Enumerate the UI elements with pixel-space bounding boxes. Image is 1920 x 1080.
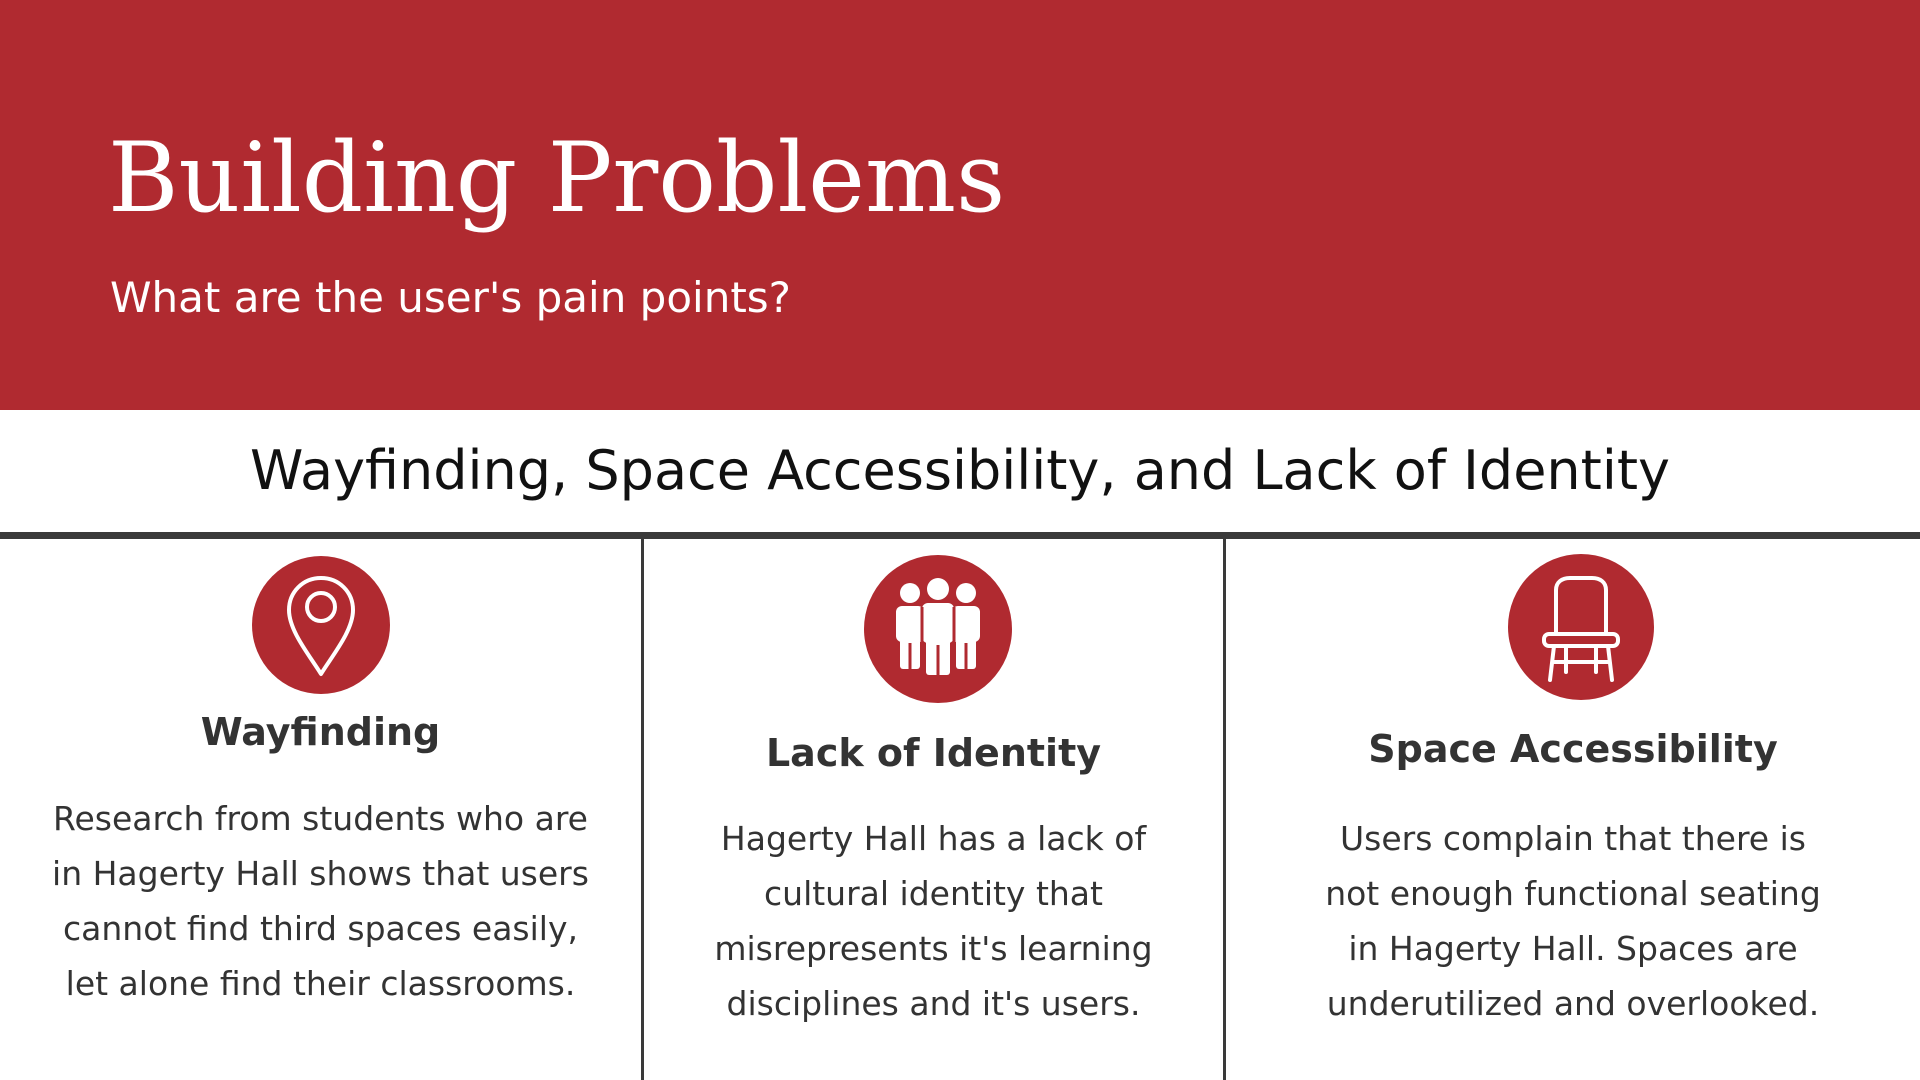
- card-description-line: in Hagerty Hall shows that users: [52, 854, 589, 893]
- card-title: Space Accessibility: [1368, 727, 1778, 771]
- card-description-line: cultural identity that: [764, 874, 1103, 913]
- card-description-line: Research from students who are: [53, 799, 588, 838]
- card-description-line: Hagerty Hall has a lack of: [720, 819, 1147, 858]
- page-title: Building Problems: [108, 122, 1006, 234]
- section-divider: [0, 532, 1920, 539]
- card-title: Wayfinding: [200, 710, 441, 754]
- card-description-line: misrepresents it's learning: [714, 929, 1153, 968]
- card-space-accessibility: [1226, 539, 1920, 1080]
- card-description-line: Users complain that there is: [1340, 819, 1806, 858]
- card-description: [0, 791, 641, 1011]
- chair-icon: [1508, 554, 1654, 700]
- header-band: [0, 0, 1920, 410]
- card-description-line: disciplines and it's users.: [726, 984, 1141, 1023]
- card-description-line: cannot find third spaces easily,: [63, 909, 578, 948]
- map-pin-icon: [252, 556, 390, 694]
- card-description-line: in Hagerty Hall. Spaces are: [1348, 929, 1798, 968]
- card-description: [1226, 811, 1920, 1031]
- card-description-line: let alone find their classrooms.: [65, 964, 576, 1003]
- people-group-icon: [864, 555, 1012, 703]
- card-wayfinding: [0, 539, 641, 1080]
- card-title: Lack of Identity: [765, 731, 1102, 775]
- section-heading: Wayfinding, Space Accessibility, and Lack of Identity: [250, 439, 1670, 502]
- page-subtitle: What are the user's pain points?: [110, 273, 791, 322]
- card-description-line: underutilized and overlooked.: [1326, 984, 1820, 1023]
- card-description-line: not enough functional seating: [1325, 874, 1821, 913]
- card-description: [644, 811, 1223, 1031]
- card-lack-of-identity: [644, 539, 1223, 1080]
